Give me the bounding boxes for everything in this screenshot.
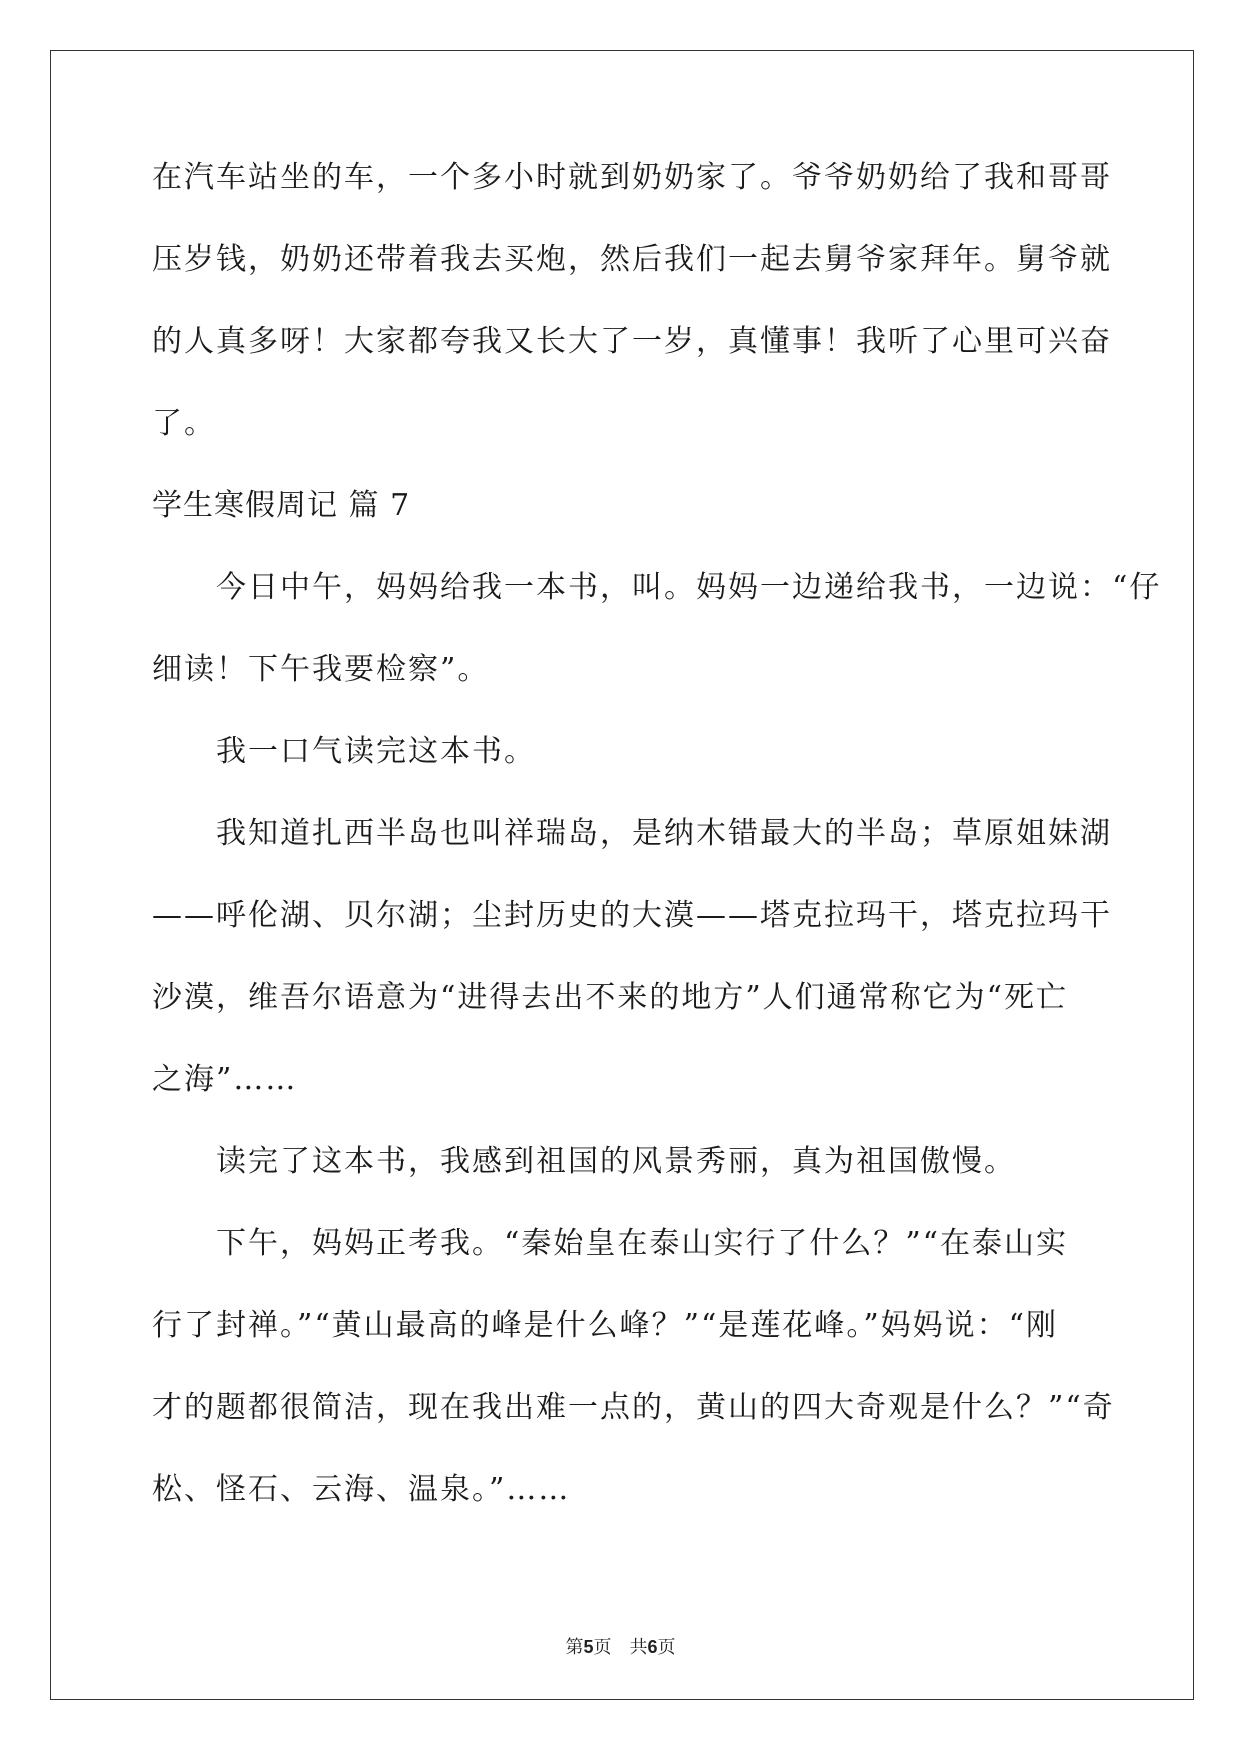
total-suffix: 页 [657, 1637, 676, 1658]
paragraph-line: 沙漠，维吾尔语意为“进得去出不来的地方”人们通常称它为“死亡 [152, 980, 1069, 1015]
paragraph-line: 才的题都很简洁，现在我出难一点的，黄山的四大奇观是什么？”“奇 [152, 1390, 1115, 1425]
total-prefix: 共 [629, 1637, 648, 1658]
paragraph-line: 松、怪石、云海、温泉。”…… [152, 1472, 571, 1507]
paragraph-line: 今日中午，妈妈给我一本书，叫。妈妈一边递给我书，一边说：“仔 [216, 570, 1162, 605]
document-body [152, 158, 1162, 1552]
paragraph-line: ——呼伦湖、贝尔湖；尘封历史的大漠——塔克拉玛干，塔克拉玛干 [152, 898, 1112, 933]
page-total: 6 [647, 1637, 658, 1657]
paragraph-line: 细读！下午我要检察”。 [152, 652, 490, 687]
text-line: 的人真多呀！大家都夸我又长大了一岁，真懂事！我听了心里可兴奋 [152, 324, 1112, 359]
section-heading: 学生寒假周记 篇 7 [152, 488, 411, 523]
text-line: 压岁钱，奶奶还带着我去买炮，然后我们一起去舅爷家拜年。舅爷就 [152, 242, 1112, 277]
paragraph-line: 读完了这本书，我感到祖国的风景秀丽，真为祖国傲慢。 [216, 1144, 1016, 1179]
paragraph-line: 下午，妈妈正考我。“秦始皇在泰山实行了什么？”“在泰山实 [216, 1226, 1069, 1261]
page-prefix: 第 [565, 1637, 584, 1658]
text-line: 在汽车站坐的车，一个多小时就到奶奶家了。爷爷奶奶给了我和哥哥 [152, 160, 1112, 195]
paragraph-line: 我一口气读完这本书。 [216, 734, 536, 769]
paragraph-line: 行了封禅。”“黄山最高的峰是什么峰？”“是莲花峰。”妈妈说：“刚 [152, 1308, 1059, 1343]
page-footer [0, 1633, 1241, 1659]
paragraph-line: 我知道扎西半岛也叫祥瑞岛，是纳木错最大的半岛；草原姐妹湖 [216, 816, 1112, 851]
page-current: 5 [583, 1637, 594, 1657]
paragraph-line: 之海”…… [152, 1062, 298, 1097]
page-mid: 页 [593, 1637, 612, 1658]
text-line: 了。 [152, 406, 216, 441]
